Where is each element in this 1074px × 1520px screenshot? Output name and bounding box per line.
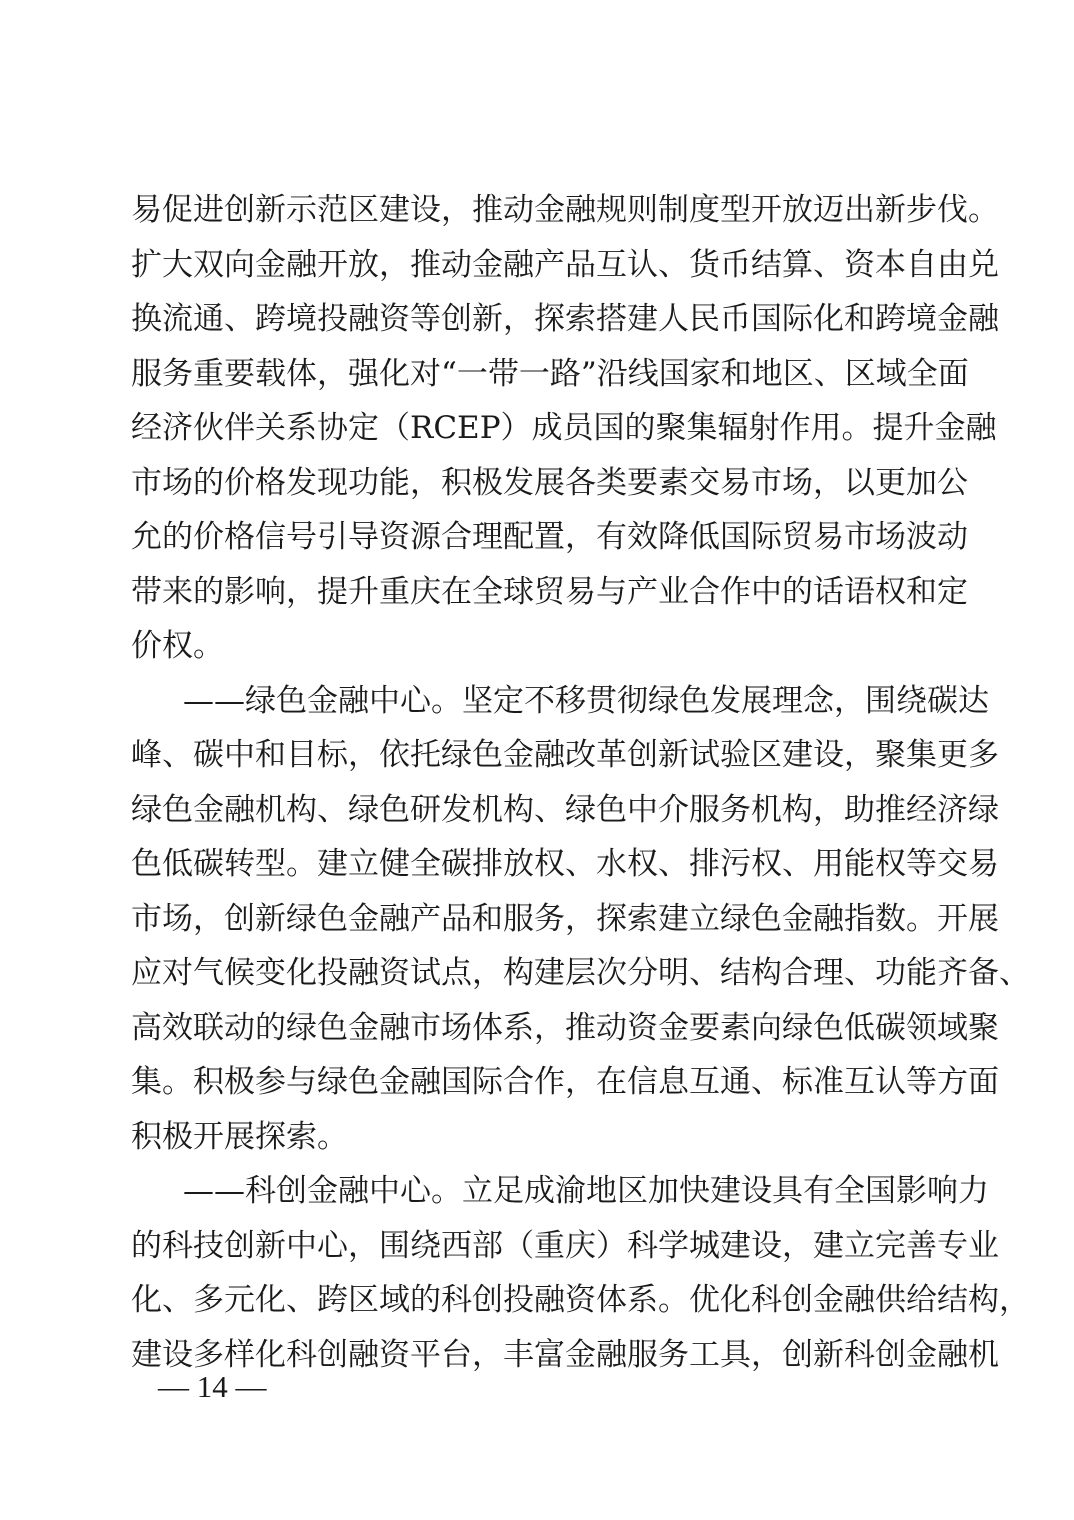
text-line: ——科创金融中心。立足成渝地区加快建设具有全国影响力 [183,1173,989,1209]
text-line: 高效联动的绿色金融市场体系，推动资金要素向绿色低碳领域聚 [131,1009,999,1046]
text-line: 应对气候变化投融资试点，构建层次分明、结构合理、功能齐备、 [131,955,1030,991]
text-line: 价权。 [131,628,224,664]
text-line: 允的价格信号引导资源合理配置，有效降低国际贸易市场波动 [131,519,968,555]
text-line: 市场的价格发现功能，积极发展各类要素交易市场，以更加公 [131,464,968,501]
text-line: 带来的影响，提升重庆在全球贸易与产业合作中的话语权和定 [131,573,968,610]
page-number: — 14 — [158,1369,267,1404]
text-line: 服务重要载体，强化对“一带一路”沿线国家和地区、区域全面 [131,355,969,392]
text-line: 化、多元化、跨区域的科创投融资体系。优化科创金融供给结构， [131,1282,1030,1318]
text-line: 的科技创新中心，围绕西部（重庆）科学城建设，建立完善专业 [131,1227,999,1264]
body-text [131,183,1030,1382]
text-line: 色低碳转型。建立健全碳排放权、水权、排污权、用能权等交易 [131,846,999,882]
text-line: 易促进创新示范区建设，推动金融规则制度型开放迈出新步伐。 [131,192,999,228]
text-line: 换流通、跨境投融资等创新，探索搭建人民币国际化和跨境金融 [131,301,999,337]
text-line: 扩大双向金融开放，推动金融产品互认、货币结算、资本自由兑 [131,246,999,283]
text-line: 集。积极参与绿色金融国际合作，在信息互通、标准互认等方面 [131,1064,999,1100]
text-line: 经济伙伴关系协定（RCEP）成员国的聚集辐射作用。提升金融 [131,410,997,446]
text-line: ——绿色金融中心。坚定不移贯彻绿色发展理念，围绕碳达 [183,682,989,719]
text-line: 绿色金融机构、绿色研发机构、绿色中介服务机构，助推经济绿 [131,791,999,828]
text-line: 市场，创新绿色金融产品和服务，探索建立绿色金融指数。开展 [131,900,999,937]
text-line: 积极开展探索。 [131,1118,348,1155]
text-line: 建设多样化科创融资平台，丰富金融服务工具，创新科创金融机 [131,1336,999,1373]
text-line: 峰、碳中和目标，依托绿色金融改革创新试验区建设，聚集更多 [131,737,999,773]
